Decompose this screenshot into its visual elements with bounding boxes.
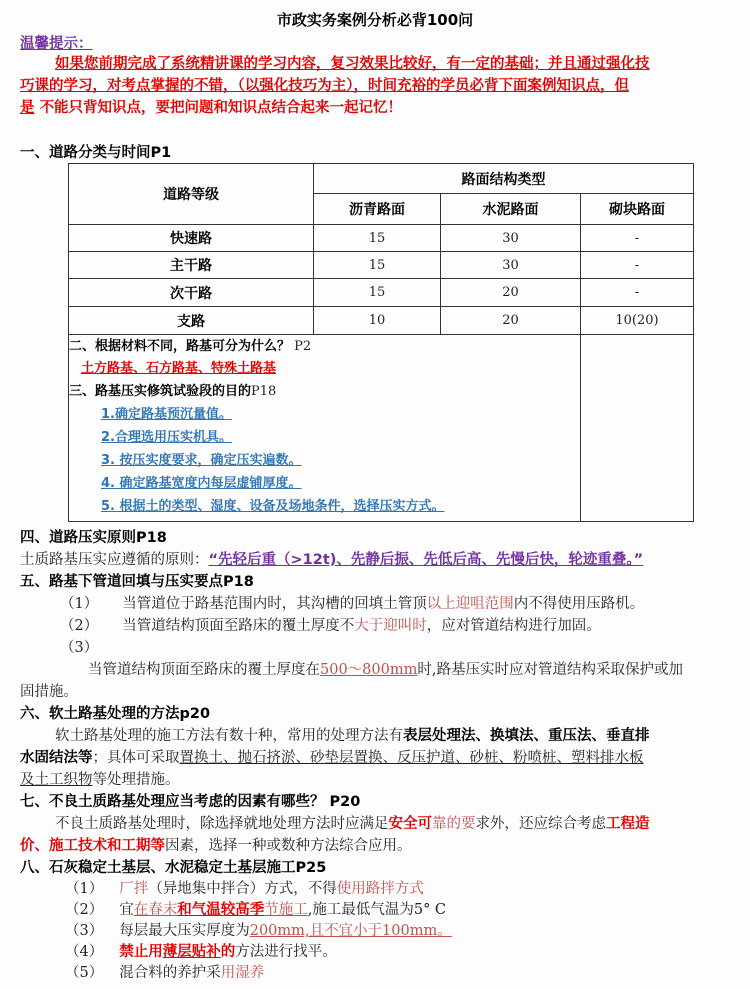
text-segment: 厂拌 bbox=[119, 881, 149, 897]
s5-item-cont: 固措施。 bbox=[20, 684, 78, 700]
text-segment: ；具体可采取 bbox=[92, 750, 180, 766]
text-segment: 不良土质路基处理时，除选择就地处理方法时应满足 bbox=[55, 816, 389, 832]
text-segment: 方法进行找平。 bbox=[235, 944, 337, 960]
table-row bbox=[69, 252, 694, 279]
section-4-heading: 四、道路压实原则P18 bbox=[20, 530, 167, 546]
s5-item-num: （3） bbox=[60, 640, 99, 656]
table-row bbox=[69, 279, 694, 307]
cell: 20 bbox=[441, 307, 581, 335]
section-7-heading: 七、不良土质路基处理应当考虑的因素有哪些？ P20 bbox=[20, 794, 361, 810]
s6-line bbox=[55, 726, 650, 746]
text-segment: 及土工织物 bbox=[20, 772, 93, 788]
text-segment: 因素，选择一种或数种方法综合应用。 bbox=[165, 838, 412, 854]
cell: 15 bbox=[314, 252, 441, 279]
purpose-item: 5. 根据土的类型、湿度、设备及场地条件，选择压实方式。 bbox=[101, 499, 445, 514]
text-segment: 当管道位于路基范围内时，其沟槽的回填土管顶 bbox=[122, 596, 427, 612]
text-segment: 置换土、抛石挤淤、砂垫层置换、反压护道、砂桩、粉喷桩、塑料排水板 bbox=[179, 750, 644, 766]
text-segment: 混合料的养护采 bbox=[119, 965, 221, 981]
purpose-item: 3. 按压实度要求，确定压实遍数。 bbox=[101, 453, 302, 468]
text-segment: 价、施工技术和工期等 bbox=[20, 838, 165, 854]
header-road-grade: 道路等级 bbox=[69, 164, 314, 225]
cell: 15 bbox=[314, 279, 441, 307]
text-segment: 500～800mm bbox=[320, 662, 418, 678]
principle-text: “先轻后重（>12t)、先静后振、先低后高、先慢后快，轮迹重叠。” bbox=[208, 552, 644, 568]
section-3-line bbox=[69, 382, 276, 402]
page-title: 市政实务案例分析必背100问 bbox=[276, 11, 474, 29]
s7-line bbox=[55, 814, 650, 834]
text-segment: （2） bbox=[65, 902, 104, 918]
header-pavement-type: 路面结构类型 bbox=[314, 164, 694, 194]
text-segment: 求外，还应综合考虑 bbox=[475, 816, 606, 832]
section-2-answer: 土方路基、石方路基、特殊土路基 bbox=[81, 361, 277, 376]
text-segment: 禁止用 bbox=[119, 944, 163, 960]
section-2-line bbox=[69, 337, 311, 357]
text-segment: 使用路拌方式 bbox=[336, 881, 424, 897]
s8-item bbox=[65, 921, 452, 941]
text-segment: 内不得使用压路机。 bbox=[513, 596, 645, 612]
text-segment: 200mm,且不宜小于100mm。 bbox=[249, 923, 452, 939]
cell: - bbox=[581, 279, 694, 307]
col-block: 砌块路面 bbox=[581, 194, 694, 225]
section-6-heading: 六、软土路基处理的方法p20 bbox=[20, 706, 211, 722]
text-segment: 软土路基处理的施工方法有数十种，常用的处理方法有 bbox=[55, 728, 403, 744]
text-segment: 和气温较高季 bbox=[177, 902, 265, 918]
text-segment: ,施工最低气温为5° C bbox=[307, 902, 447, 918]
merged-cell bbox=[69, 335, 581, 522]
cell: 15 bbox=[314, 225, 441, 252]
s6-line bbox=[20, 748, 644, 768]
purpose-item: 2.合理选用压实机具。 bbox=[101, 430, 232, 445]
s8-item bbox=[65, 879, 424, 899]
text-segment: 当管道结构顶面至路床的覆土厚度不 bbox=[122, 618, 355, 634]
text-segment: 以上迎咀范围 bbox=[426, 596, 514, 612]
section-2-heading: 二、根据材料不同，路基可分为什么？ bbox=[69, 339, 291, 354]
text-segment: （2） bbox=[60, 618, 99, 634]
text-segment: 每层最大压实厚度为 bbox=[119, 923, 250, 939]
cell: 30 bbox=[441, 252, 581, 279]
text-segment: 时,路基压实时应对管道结构采取保护或加 bbox=[417, 662, 683, 678]
text-segment: （4） bbox=[65, 944, 104, 960]
text-segment: （1） bbox=[65, 881, 104, 897]
purpose-item: 4. 确定路基宽度内每层虚铺厚度。 bbox=[101, 476, 302, 491]
cell: 快速路 bbox=[69, 225, 314, 252]
tip-line: 是 bbox=[20, 100, 35, 116]
cell: 10 bbox=[314, 307, 441, 335]
cell: 20 bbox=[441, 279, 581, 307]
text-segment: 当管道结构顶面至路床的覆土厚度在 bbox=[88, 662, 320, 678]
road-class-table bbox=[68, 163, 694, 522]
tip-line-3 bbox=[20, 98, 402, 118]
cell: - bbox=[581, 225, 694, 252]
s6-line bbox=[20, 770, 180, 790]
text-segment: 大于迎叫时 bbox=[354, 618, 427, 634]
text-segment: ，应对管道结构进行加固。 bbox=[426, 618, 601, 634]
text-segment: （3） bbox=[65, 923, 104, 939]
text-segment: 用湿养 bbox=[220, 965, 265, 981]
cell: - bbox=[581, 252, 694, 279]
section-5-heading: 五、路基下管道回填与压实要点P18 bbox=[20, 574, 254, 590]
cell: 30 bbox=[441, 225, 581, 252]
s8-item bbox=[65, 963, 264, 983]
s5-item bbox=[88, 660, 683, 680]
table-row bbox=[69, 225, 694, 252]
text-segment: 薄层贴补 bbox=[162, 944, 221, 960]
tip-label: 温馨提示： bbox=[20, 36, 93, 52]
section-3-heading: 三、路基压实修筑试验段的目的 bbox=[69, 384, 252, 399]
s8-item bbox=[65, 900, 446, 920]
text-segment: （5） bbox=[65, 965, 104, 981]
page-ref: P18 bbox=[251, 384, 277, 399]
table-row bbox=[69, 307, 694, 335]
text-segment: 安全可 bbox=[388, 816, 432, 832]
text-segment: 工程造 bbox=[606, 816, 650, 832]
tip-line: 不能只背知识点，要把问题和知识点结合起来一起记忆！ bbox=[39, 100, 403, 116]
text-segment: 在春末 bbox=[133, 902, 178, 918]
tip-line: 如果您前期完成了系统精讲课的学习内容，复习效果比较好，有一定的基础；并且通过强化技 bbox=[55, 56, 650, 72]
purpose-item: 1.确定路基预沉量值。 bbox=[101, 407, 232, 422]
s5-item bbox=[60, 594, 644, 614]
tip-line: 巧课的学习，对考点掌握的不错，（以强化技巧为主），时间充裕的学员必背下面案例知识点，但 bbox=[20, 78, 629, 94]
text-segment: 靠的要 bbox=[432, 816, 476, 832]
section-8-heading: 八、石灰稳定土基层、水泥稳定土基层施工P25 bbox=[20, 860, 327, 876]
text-segment: 等处理措施。 bbox=[92, 772, 180, 788]
text-segment: 宜 bbox=[119, 902, 134, 918]
s8-item bbox=[65, 942, 337, 962]
principle-line bbox=[20, 550, 643, 570]
s5-item bbox=[60, 616, 601, 636]
cell: 次干路 bbox=[69, 279, 314, 307]
text-segment: （异地集中拌合）方式，不得 bbox=[148, 881, 337, 897]
principle-lead: 土质路基压实应遵循的原则： bbox=[20, 552, 209, 568]
cell: 10(20) bbox=[581, 307, 694, 335]
col-cement: 水泥路面 bbox=[441, 194, 581, 225]
section-1-heading: 一、道路分类与时间P1 bbox=[20, 145, 172, 161]
col-asphalt: 沥青路面 bbox=[314, 194, 441, 225]
empty-cell bbox=[581, 335, 694, 522]
text-segment: 节施工 bbox=[264, 902, 308, 918]
text-segment: 的 bbox=[220, 944, 236, 960]
text-segment: 水固结法等 bbox=[20, 750, 93, 766]
s7-line bbox=[20, 836, 412, 856]
page-ref: P2 bbox=[294, 339, 312, 354]
cell: 支路 bbox=[69, 307, 314, 335]
text-segment: 表层处理法、换填法、重压法、垂直排 bbox=[403, 728, 650, 744]
cell: 主干路 bbox=[69, 252, 314, 279]
text-segment: （1） bbox=[60, 596, 99, 612]
